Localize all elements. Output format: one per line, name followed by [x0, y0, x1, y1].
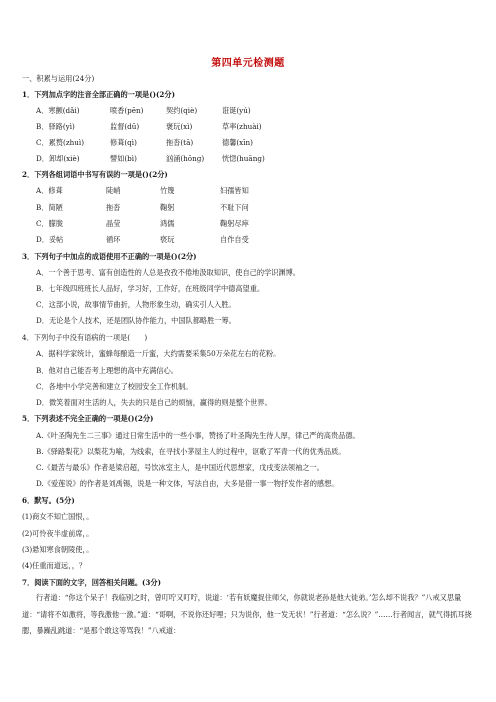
q2-a-1: A．修葺	[36, 186, 63, 195]
q3-option-a: A．一个善于思考、富有创造性的人总是孜孜不倦地汲取知识，使自己的学识渊博。	[36, 268, 300, 277]
q5-option-c: C.《最苦与最乐》作者是梁启超，号饮冰室主人，是中国近代思想家，戊戌变法领袖之一。	[36, 463, 324, 472]
q2-d-1: D．妥帖	[36, 235, 64, 244]
question-2-stem: 2．下列各组词语中书写有误的一项是()(2分)	[22, 170, 168, 179]
q2-a-3: 竹篾	[160, 186, 175, 195]
q1-c-1: C．累赘(zhuì)	[36, 138, 85, 147]
page-title: 第四单元检测题	[211, 58, 285, 69]
q2-c-3: 鸿儒	[160, 219, 175, 228]
q2-d-3: 亵玩	[160, 235, 175, 244]
q2-c-2: 晶莹	[106, 219, 121, 228]
q1-c-4: 德馨(xīn)	[222, 138, 253, 147]
question-7-stem: 7．阅读下面的文字，回答相关问题。(3分)	[22, 578, 161, 587]
q2-a-4: 妇孺皆知	[220, 186, 249, 195]
q1-a-2: 喷香(pēn)	[110, 106, 144, 115]
q2-b-4: 不耻下问	[220, 203, 249, 212]
section-heading: 一、积累与运用(24分)	[22, 74, 95, 83]
q3-option-d: D．无论是个人技术，还是团队协作能力，中国队都略胜一筹。	[36, 316, 236, 325]
q7-passage: 行者道：“你这个呆子！我临别之时，曾叮咛又叮咛，说道：‘若有妖魔捉住师父，你就说老孙是他大徒弟。’怎么却不说我？”八戒又思量道：“请将不如激将，等我激他一激。”道：“哥啊，不说你还好哩；只为说你，他一发无状！”行者道：“怎么说？”……行者闻言，就气得抓耳挠腮，暴躁乱跳道：“是那个敢这等骂我！”八戒道：	[22, 593, 472, 635]
question-1-stem: 1．下列加点字的注音全部正确的一项是()(2分)	[22, 90, 175, 99]
q1-a-1: A．寒颤(dǎi)	[36, 106, 80, 115]
q3-option-c: C．这部小说，故事情节曲折，人物形象生动，确实引人入胜。	[36, 300, 236, 309]
q6-item-2: (2)可怜夜半虚前席，。	[22, 529, 94, 538]
q4-option-a: A．据科学家统计，蜜蜂每酿造一斤蜜，大约需要采集50万朵花左右的花粉。	[36, 349, 281, 358]
q5-option-b: B.《驿路梨花》以梨花为喻，为线索，在寻找小茅屋主人的过程中，讴歌了军青一代的优秀品质。	[36, 447, 346, 456]
q2-d-4: 自作自受	[220, 235, 249, 244]
q2-c-4: 鞠躬尽瘁	[220, 219, 249, 228]
q2-c-1: C．朦胧	[36, 219, 64, 228]
q1-d-1: D．卸却(xiè)	[36, 154, 80, 163]
q4-option-d: D．微笑着面对生活的人，失去的只是自己的烦恼，赢得的则是整个世界。	[36, 398, 272, 407]
q4-option-b: B．他对自己能否考上理想的高中充满信心。	[36, 366, 178, 375]
q5-option-d: D.《爱莲说》的作者是刘禹锡，说是一种文体，写法自由，大多是借一事一物抒发作者的感想。	[36, 479, 339, 488]
q4-option-c: C．各地中小学完善和建立了校园安全工作机制。	[36, 382, 193, 391]
q2-b-3: 鞠躬	[160, 203, 175, 212]
q2-b-2: 拖沓	[106, 203, 121, 212]
q6-item-3: (3)悬知寒食朝陵使，。	[22, 545, 94, 554]
q6-item-1: (1)商女不知亡国恨，。	[22, 512, 94, 521]
q5-option-a: A.《叶圣陶先生二三事》通过日常生活中的一些小事，赞扬了叶圣陶先生待人厚，律己严的高贵品德。	[36, 431, 360, 440]
q1-c-2: 修葺(qì)	[110, 138, 137, 147]
q1-b-1: B．驿路(yì)	[36, 122, 75, 131]
q2-a-2: 陡峭	[106, 186, 121, 195]
q1-c-3: 拖沓(tā)	[166, 138, 194, 147]
q2-d-2: 循环	[106, 235, 121, 244]
question-6-stem: 6．默写。(5分)	[22, 496, 75, 505]
question-4-stem: 4．下列句子中没有语病的一项是( )	[22, 333, 148, 342]
q3-option-b: B．七年级四班班长人品好，学习好，工作好，在班级同学中德高望重。	[36, 284, 265, 293]
q1-a-4: 诳诞(yú)	[222, 106, 251, 115]
q1-b-2: 监督(dū)	[110, 122, 140, 131]
q2-b-1: B．简陋	[36, 203, 63, 212]
q1-b-4: 草率(zhuài)	[222, 122, 262, 131]
q6-item-4: (4)任重而道远，，？	[22, 561, 87, 570]
q1-d-3: 汹涌(hōnɡ)	[166, 154, 205, 163]
q1-d-4: 恍惚(huānɡ)	[222, 154, 265, 163]
q1-a-3: 契约(qiè)	[166, 106, 198, 115]
question-5-stem: 5．下列表述不完全正确的一项是()(2分)	[22, 414, 154, 423]
q1-d-2: 譬如(bì)	[110, 154, 137, 163]
question-3-stem: 3．下列句子中加点的成语使用不正确的一项是()(2分)	[22, 252, 197, 261]
q1-b-3: 褒玩(xì)	[166, 122, 193, 131]
